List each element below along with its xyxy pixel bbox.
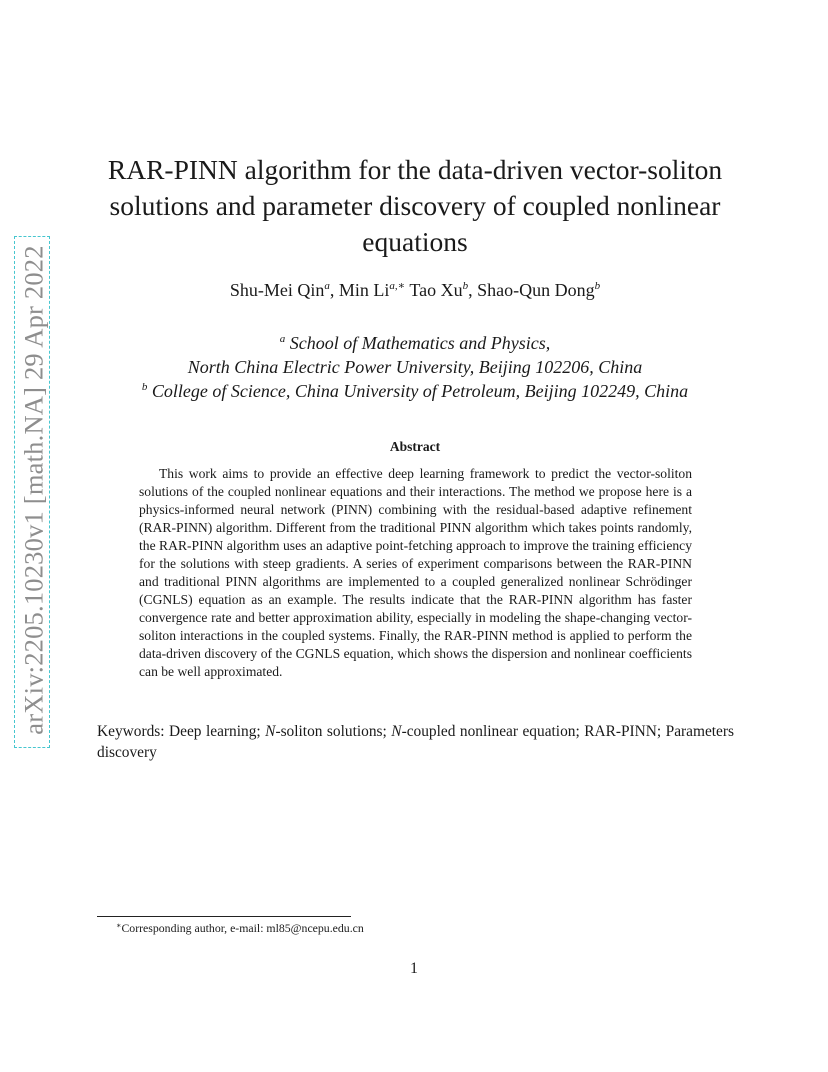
affiliation-a-line1: School of Mathematics and Physics,: [289, 333, 551, 353]
affiliation-a: [90, 327, 740, 379]
author-affiliation-mark: a: [324, 280, 330, 292]
author-affiliation-mark: a,∗: [389, 280, 406, 292]
author-affiliation-mark: b: [462, 280, 469, 292]
footnote-rule: [97, 916, 351, 917]
footnote-mark: ∗: [116, 921, 122, 930]
math-variable: N: [391, 723, 402, 740]
math-variable: N: [265, 723, 276, 740]
affiliation-a-line2: North China Electric Power University, Beijing 102206, China: [187, 357, 643, 377]
abstract-text: This work aims to provide an effective deep learning framework to predict the vector-soliton solutions of the coupled nonlinear equations and their interactions. The method we propose here is a physics-informed neural network (PINN) combining with the residual-based adaptive refinement (RAR-PINN) algorithm. Different from the traditional PINN algorithm which takes points randomly, the RAR-PINN algorithm uses an adaptive point-fetching approach to improve the training efficiency for the solutions with steep gradients. A series of experiment comparisons between the RAR-PINN and traditional PINN algorithms are implemented to a coupled generalized nonlinear Schrödinger (CGNLS) equation as an example. The results indicate that the RAR-PINN algorithm has faster convergence rate and better approximation ability, especially in modeling the shape-changing vector-soliton interactions in the coupled systems. Finally, the RAR-PINN method is applied to perform the data-driven discovery of the CGNLS equation, which shows the dispersion and nonlinear coefficients can be well approximated.: [139, 466, 692, 679]
affiliation-mark: b: [141, 381, 148, 393]
keywords: Keywords: Deep learning; N-soliton solutions; N-coupled nonlinear equation; RAR-PINN; Parameters discovery: [97, 723, 735, 761]
author-name: Tao Xu: [409, 280, 463, 300]
author-affiliation-mark: b: [594, 280, 601, 292]
affiliation-b: [90, 375, 740, 403]
author-name: Shao-Qun Dong: [477, 280, 595, 300]
author-name: Shu-Mei Qin: [229, 280, 325, 300]
footnote-text: Corresponding author, e-mail: ml85@ncepu.edu.cn: [121, 921, 364, 935]
page-number: 1: [410, 960, 418, 977]
keywords-label: Keywords:: [97, 723, 165, 740]
author-list: Shu-Mei Qin$^a$, Min $Li^{a,∗}$ Tao Xu$^b$, Shao-Qun Dong$^b$: [229, 280, 601, 300]
paper-title: RAR-PINN algorithm for the data-driven vector-soliton solutions and parameter discovery of coupled nonlinear equations: [107, 154, 723, 257]
abstract-heading: Abstract: [389, 439, 441, 454]
affiliation-b-line: College of Science, China University of Petroleum, Beijing 102249, China: [151, 381, 689, 401]
author-name: Min Li: [338, 280, 390, 300]
affiliation-mark: a: [279, 333, 286, 345]
arxiv-identifier: arXiv:2205.10230v1 [math.NA] 29 Apr 2022: [18, 245, 49, 735]
footnote: [116, 921, 364, 936]
